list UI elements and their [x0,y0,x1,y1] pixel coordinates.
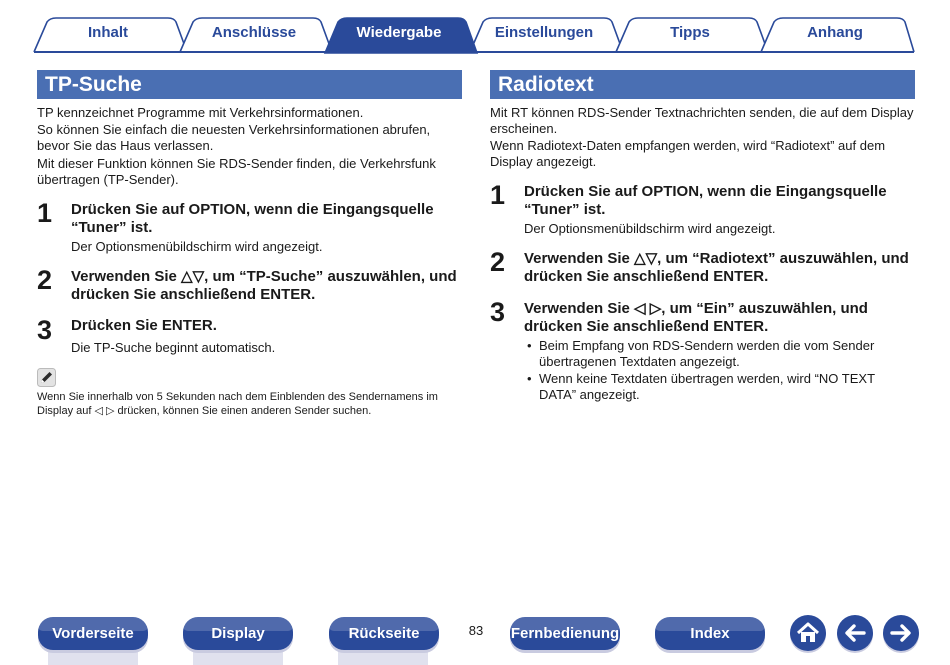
rueckseite-button[interactable] [329,617,439,650]
tab-label-inhalt[interactable]: Inhalt [88,24,128,41]
step-number: 2 [37,265,53,295]
step-instruction: “Tuner” ist. [71,219,153,236]
left-intro-line: TP kennzeichnet Programme mit Verkehrsinformationen. [37,105,364,120]
left-intro-line: übertragen (TP-Sender). [37,172,179,187]
step-instruction: drücken Sie anschließend ENTER. [71,286,316,303]
fernbedienung-button-label: Fernbedienung [510,625,620,642]
vorderseite-button-label: Vorderseite [52,625,134,642]
bullet-text: Wenn keine Textdaten übertragen werden, wird “NO TEXT [539,371,876,386]
step-instruction: Verwenden Sie △▽, um “Radiotext” auszuwählen, und [524,250,909,267]
step-result: Die TP-Suche beginnt automatisch. [71,340,276,355]
left-intro-line: bevor Sie das Haus verlassen. [37,138,214,153]
back-button[interactable] [837,615,873,651]
bullet-item-continued: übertragenen Textdaten angezeigt. [539,354,740,369]
step-number: 1 [490,180,506,210]
step-result: Der Optionsmenübildschirm wird angezeigt. [71,239,323,254]
bullet-item [527,371,876,388]
arrow-right-icon [883,615,919,651]
step-number: 3 [37,315,53,345]
nav-shadow [338,650,428,665]
nav-shadow [193,650,283,665]
step-instruction: Drücken Sie auf OPTION, wenn die Eingangsquelle [71,201,434,218]
right-intro-line: erscheinen. [490,121,558,136]
step-number: 2 [490,247,506,277]
left-intro-line: So können Sie einfach die neuesten Verkehrsinformationen abrufen, [37,122,431,137]
bullet-mark: • [527,371,532,386]
step-result: Der Optionsmenübildschirm wird angezeigt. [524,221,776,236]
right-intro-line: Wenn Radiotext-Daten empfangen werden, wird “Radiotext” auf dem [490,138,886,153]
step-instruction: drücken Sie anschließend ENTER. [524,268,769,285]
index-button-label: Index [690,625,730,642]
left-intro-line: Mit dieser Funktion können Sie RDS-Sender finden, die Verkehrsfunk [37,156,436,171]
tab-label-anhang[interactable]: Anhang [807,24,863,41]
display-button-label: Display [211,625,265,642]
bullet-item-continued: DATA” angezeigt. [539,387,640,402]
vorderseite-button[interactable] [38,617,148,650]
step-instruction: Drücken Sie ENTER. [71,317,217,334]
nav-shadow [48,650,138,665]
step-number: 3 [490,297,506,327]
rueckseite-button-label: Rückseite [348,625,420,642]
section-title-tp-suche: TP-Suche [37,70,462,99]
index-button[interactable] [655,617,765,650]
tab-label-einstellungen[interactable]: Einstellungen [494,24,594,41]
bullet-mark: • [527,338,532,353]
right-intro-line: Mit RT können RDS-Sender Textnachrichten senden, die auf dem Display [490,105,914,120]
step-instruction: “Tuner” ist. [524,201,606,218]
forward-button[interactable] [883,615,919,651]
note-line: Display auf ◁ ▷ drücken, können Sie einen anderen Sender suchen. [37,405,372,417]
display-button[interactable] [183,617,293,650]
home-icon [790,615,826,651]
step-instruction: Verwenden Sie ◁ ▷, um “Ein” auszuwählen, und [524,300,868,317]
pencil-note-icon [37,368,56,387]
page-number: 83 [468,623,484,638]
bullet-item [527,338,875,355]
arrow-left-icon [837,615,873,651]
step-instruction: Drücken Sie auf OPTION, wenn die Eingangsquelle [524,183,887,200]
tab-label-wiedergabe[interactable]: Wiedergabe [356,24,442,41]
section-title-radiotext: Radiotext [490,70,915,99]
home-button[interactable] [790,615,826,651]
step-number: 1 [37,198,53,228]
fernbedienung-button[interactable] [510,617,620,650]
right-intro-line: Display angezeigt. [490,154,597,169]
tab-label-tipps[interactable]: Tipps [670,24,710,41]
bullet-text: Beim Empfang von RDS-Sendern werden die vom Sender [539,338,875,353]
note-line: Wenn Sie innerhalb von 5 Sekunden nach dem Einblenden des Sendernamens im [37,391,438,403]
step-instruction: Verwenden Sie △▽, um “TP-Suche” auszuwählen, und [71,268,457,285]
step-instruction: drücken Sie anschließend ENTER. [524,318,769,335]
tab-label-anschluesse[interactable]: Anschlüsse [211,24,297,41]
